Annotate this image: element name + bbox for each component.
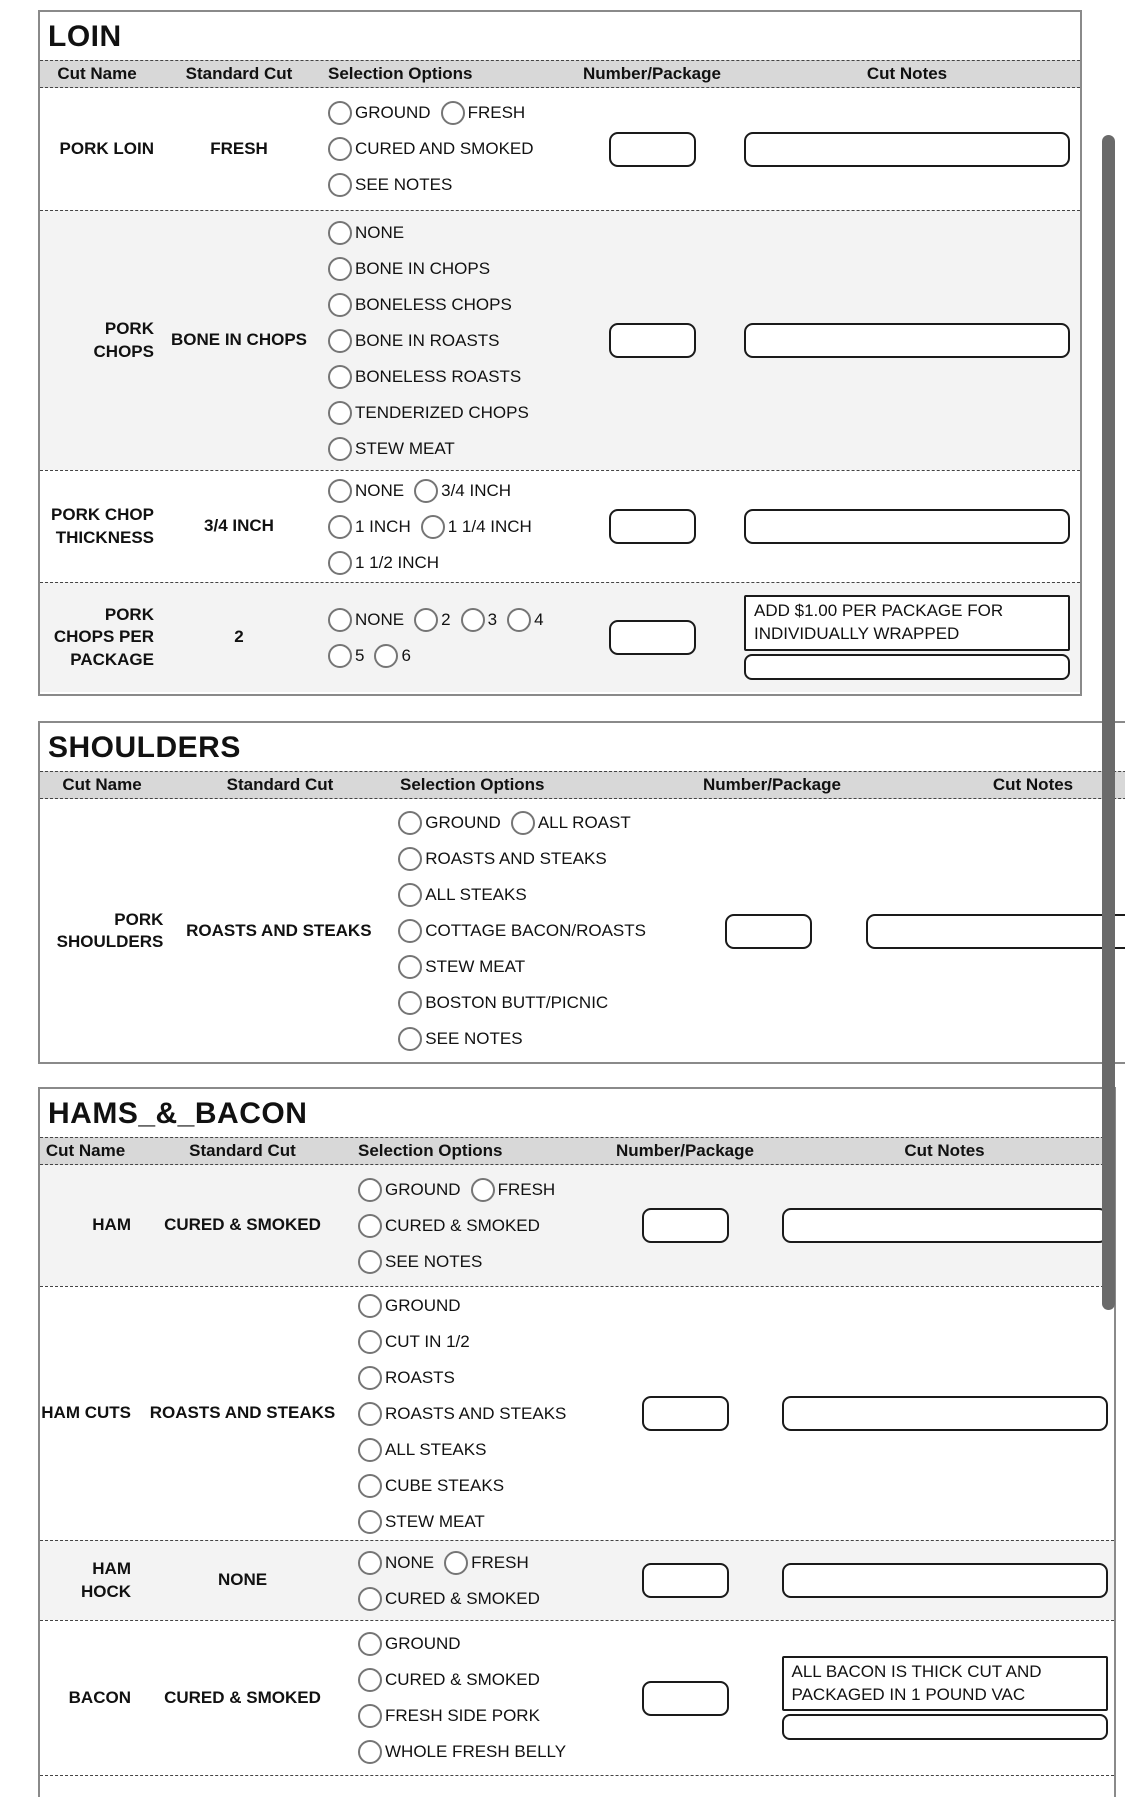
radio-option-label: 4 bbox=[534, 609, 544, 629]
radio-icon[interactable] bbox=[507, 608, 531, 632]
row-ham-cuts bbox=[40, 1286, 1114, 1540]
selection-options bbox=[358, 1626, 576, 1770]
cut-notes-input[interactable] bbox=[782, 1208, 1108, 1243]
standard-cut: FRESH bbox=[210, 138, 268, 158]
option-line bbox=[328, 359, 539, 395]
radio-option-label: BOSTON BUTT/PICNIC bbox=[425, 993, 609, 1012]
radio-option-label: STEW MEAT bbox=[385, 1511, 485, 1531]
header-standard-cut: Standard Cut bbox=[189, 1141, 296, 1160]
radio-option-label: GROUND bbox=[425, 813, 501, 832]
radio-icon[interactable] bbox=[398, 883, 422, 907]
option-line bbox=[358, 1324, 576, 1360]
cut-notes-text: ALL BACON IS THICK CUT AND PACKAGED IN 1 POUND VAC bbox=[782, 1656, 1108, 1712]
cut-notes-input[interactable] bbox=[744, 323, 1070, 358]
row-pork-loin bbox=[40, 88, 1080, 210]
radio-icon[interactable] bbox=[358, 1214, 382, 1238]
radio-option[interactable] bbox=[328, 437, 455, 461]
radio-option-label: 3 bbox=[487, 609, 498, 629]
cut-notes-input[interactable] bbox=[782, 1396, 1108, 1431]
radio-icon[interactable] bbox=[328, 221, 352, 245]
selection-options bbox=[328, 473, 542, 581]
radio-option-label: CURED AND SMOKED bbox=[355, 139, 534, 158]
radio-option[interactable] bbox=[421, 515, 532, 539]
cut-name: PORK SHOULDERS bbox=[56, 909, 164, 951]
option-line bbox=[398, 1021, 656, 1057]
option-line bbox=[358, 1734, 576, 1770]
radio-icon[interactable] bbox=[328, 329, 352, 353]
radio-icon[interactable] bbox=[461, 608, 485, 632]
option-line bbox=[328, 473, 542, 509]
radio-option[interactable] bbox=[398, 991, 608, 1015]
option-line bbox=[398, 805, 656, 841]
radio-icon[interactable] bbox=[328, 515, 352, 539]
radio-option[interactable] bbox=[511, 811, 631, 835]
radio-option[interactable] bbox=[414, 608, 450, 632]
radio-icon[interactable] bbox=[328, 608, 352, 632]
radio-option-label: FRESH bbox=[497, 1179, 556, 1199]
radio-option[interactable] bbox=[358, 1330, 470, 1354]
radio-option[interactable] bbox=[398, 847, 606, 871]
option-line bbox=[358, 1396, 576, 1432]
radio-option[interactable] bbox=[358, 1704, 540, 1728]
radio-option[interactable] bbox=[328, 365, 521, 389]
option-line bbox=[328, 395, 539, 431]
number-package-input[interactable] bbox=[725, 914, 812, 949]
radio-option-label: SEE NOTES bbox=[355, 175, 453, 194]
cut-name: HAM CUTS bbox=[41, 1403, 131, 1423]
radio-option-label: COTTAGE BACON/ROASTS bbox=[425, 921, 646, 940]
radio-icon[interactable] bbox=[414, 479, 438, 503]
radio-icon[interactable] bbox=[358, 1668, 382, 1692]
cut-name: HAM bbox=[92, 1215, 131, 1235]
header-selection-options: Selection Options bbox=[328, 64, 473, 83]
option-line bbox=[358, 1172, 565, 1208]
radio-icon[interactable] bbox=[358, 1402, 382, 1426]
radio-option[interactable] bbox=[358, 1250, 482, 1274]
table-header bbox=[40, 60, 1080, 88]
radio-option-label: ROASTS AND STEAKS bbox=[425, 849, 607, 868]
radio-option-label: CUBE STEAKS bbox=[385, 1475, 505, 1495]
radio-icon[interactable] bbox=[358, 1474, 382, 1498]
radio-option-label: STEW MEAT bbox=[355, 438, 455, 458]
header-selection-options: Selection Options bbox=[358, 1141, 503, 1160]
header-cut-name: Cut Name bbox=[45, 1141, 126, 1160]
radio-option-label: CURED & SMOKED bbox=[385, 1588, 540, 1608]
radio-option-label: NONE bbox=[355, 480, 405, 500]
cut-name: PORK CHOPS bbox=[93, 319, 154, 361]
option-line bbox=[398, 985, 656, 1021]
radio-option-label: NONE bbox=[355, 222, 405, 242]
radio-option[interactable] bbox=[358, 1474, 504, 1498]
number-package-input[interactable] bbox=[609, 323, 696, 358]
radio-option-label: ALL ROAST bbox=[537, 813, 631, 832]
radio-icon[interactable] bbox=[471, 1178, 495, 1202]
cut-notes-input[interactable] bbox=[744, 132, 1070, 167]
radio-option[interactable] bbox=[358, 1366, 455, 1390]
header-standard-cut: Standard Cut bbox=[185, 64, 293, 83]
header-number-package: Number/Package bbox=[703, 775, 841, 794]
cut-notes-input[interactable] bbox=[744, 654, 1070, 680]
row-pork-shoulders bbox=[40, 799, 1125, 1063]
radio-option-label: 2 bbox=[441, 609, 451, 629]
radio-icon[interactable] bbox=[511, 811, 535, 835]
radio-option[interactable] bbox=[358, 1740, 566, 1764]
radio-icon[interactable] bbox=[328, 293, 352, 317]
radio-option-label: GROUND bbox=[385, 1295, 461, 1315]
radio-option-label: NONE bbox=[355, 609, 405, 629]
radio-icon[interactable] bbox=[358, 1704, 382, 1728]
standard-cut: BONE IN CHOPS bbox=[170, 330, 308, 350]
radio-icon[interactable] bbox=[328, 401, 352, 425]
radio-icon[interactable] bbox=[358, 1587, 382, 1611]
radio-option-label: 5 bbox=[355, 645, 365, 665]
radio-icon[interactable] bbox=[358, 1740, 382, 1764]
standard-cut: CURED & SMOKED bbox=[164, 1687, 321, 1707]
radio-option-label: 3/4 INCH bbox=[441, 480, 512, 500]
option-line bbox=[398, 949, 656, 985]
option-line bbox=[328, 251, 539, 287]
standard-cut: 2 bbox=[234, 627, 244, 647]
radio-icon[interactable] bbox=[398, 1027, 422, 1051]
radio-option-label: ALL STEAKS bbox=[385, 1439, 487, 1459]
radio-icon[interactable] bbox=[421, 515, 445, 539]
option-line bbox=[358, 1504, 576, 1540]
radio-option-label: 6 bbox=[401, 645, 411, 665]
section-title: HAMS_&_BACON bbox=[48, 1097, 308, 1130]
option-line bbox=[328, 287, 539, 323]
radio-option[interactable] bbox=[374, 644, 410, 668]
option-line bbox=[398, 877, 656, 913]
standard-cut: CURED & SMOKED bbox=[164, 1215, 321, 1235]
radio-option[interactable] bbox=[328, 173, 452, 197]
radio-icon[interactable] bbox=[328, 365, 352, 389]
radio-icon[interactable] bbox=[374, 644, 398, 668]
cut-name: PORK CHOP THICKNESS bbox=[51, 505, 154, 547]
selection-options bbox=[358, 1545, 550, 1617]
section-title: LOIN bbox=[48, 20, 122, 53]
radio-option[interactable] bbox=[328, 137, 534, 161]
row-pork-chop-thickness bbox=[40, 470, 1080, 582]
radio-option[interactable] bbox=[328, 551, 439, 575]
scrollbar-thumb[interactable] bbox=[1102, 135, 1115, 1310]
radio-option[interactable] bbox=[358, 1402, 566, 1426]
header-standard-cut: Standard Cut bbox=[226, 775, 334, 794]
option-line bbox=[358, 1698, 576, 1734]
radio-option[interactable] bbox=[328, 479, 404, 503]
radio-option[interactable] bbox=[444, 1551, 529, 1575]
radio-option[interactable] bbox=[328, 644, 364, 668]
section-hams-bacon bbox=[38, 1087, 1116, 1797]
radio-option-label: BONE IN CHOPS bbox=[355, 258, 491, 278]
radio-option[interactable] bbox=[358, 1214, 540, 1238]
radio-option-label: SEE NOTES bbox=[385, 1251, 483, 1271]
header-cut-notes: Cut Notes bbox=[904, 1141, 985, 1160]
standard-cut: NONE bbox=[217, 1570, 268, 1590]
radio-icon[interactable] bbox=[328, 101, 352, 125]
radio-option[interactable] bbox=[358, 1510, 485, 1534]
radio-option[interactable] bbox=[358, 1294, 461, 1318]
section-shoulders bbox=[38, 721, 1125, 1064]
header-cut-notes: Cut Notes bbox=[992, 775, 1074, 794]
radio-option-label: BONELESS ROASTS bbox=[355, 366, 522, 386]
radio-option[interactable] bbox=[414, 479, 511, 503]
header-selection-options: Selection Options bbox=[400, 775, 545, 794]
radio-option-label: ALL STEAKS bbox=[425, 885, 527, 904]
header-number-package: Number/Package bbox=[616, 1141, 754, 1160]
radio-option[interactable] bbox=[358, 1632, 461, 1656]
option-line bbox=[328, 323, 539, 359]
radio-option[interactable] bbox=[328, 515, 411, 539]
number-package-input[interactable] bbox=[642, 1563, 729, 1598]
radio-icon[interactable] bbox=[358, 1632, 382, 1656]
radio-icon[interactable] bbox=[328, 479, 352, 503]
radio-option[interactable] bbox=[328, 101, 431, 125]
radio-icon[interactable] bbox=[358, 1178, 382, 1202]
radio-icon[interactable] bbox=[328, 173, 352, 197]
selection-options bbox=[328, 215, 539, 467]
radio-option[interactable] bbox=[328, 293, 512, 317]
option-line bbox=[358, 1208, 565, 1244]
radio-icon[interactable] bbox=[358, 1294, 382, 1318]
radio-option-label: 1 INCH bbox=[355, 516, 411, 536]
radio-option[interactable] bbox=[398, 811, 501, 835]
radio-icon[interactable] bbox=[398, 811, 422, 835]
radio-option[interactable] bbox=[398, 1027, 522, 1051]
section-loin bbox=[38, 10, 1082, 696]
radio-option[interactable] bbox=[358, 1551, 434, 1575]
row-ham bbox=[40, 1165, 1114, 1286]
number-package-input[interactable] bbox=[609, 509, 696, 544]
cut-notes-input[interactable] bbox=[782, 1563, 1108, 1598]
radio-icon[interactable] bbox=[328, 644, 352, 668]
row-bacon bbox=[40, 1620, 1114, 1776]
radio-icon[interactable] bbox=[358, 1551, 382, 1575]
radio-icon[interactable] bbox=[414, 608, 438, 632]
radio-option[interactable] bbox=[461, 608, 497, 632]
radio-option-label: BONELESS CHOPS bbox=[355, 294, 512, 314]
radio-icon[interactable] bbox=[358, 1438, 382, 1462]
radio-option[interactable] bbox=[358, 1438, 486, 1462]
radio-option-label: CURED & SMOKED bbox=[385, 1215, 540, 1235]
selection-options bbox=[328, 602, 554, 674]
table-header bbox=[40, 771, 1125, 799]
radio-option[interactable] bbox=[358, 1587, 540, 1611]
cut-name: PORK CHOPS PER PACKAGE bbox=[53, 605, 154, 669]
header-cut-notes: Cut Notes bbox=[866, 64, 948, 83]
selection-options bbox=[328, 95, 544, 203]
radio-option[interactable] bbox=[358, 1668, 540, 1692]
header-cut-name: Cut Name bbox=[57, 64, 137, 83]
option-line bbox=[358, 1468, 576, 1504]
selection-options bbox=[358, 1172, 565, 1280]
radio-option-label: ROASTS bbox=[385, 1367, 455, 1387]
option-line bbox=[358, 1626, 576, 1662]
radio-option-label: STEW MEAT bbox=[425, 957, 526, 976]
option-line bbox=[328, 638, 554, 674]
standard-cut: ROASTS AND STEAKS bbox=[149, 1403, 336, 1423]
radio-option-label: FRESH bbox=[467, 103, 526, 122]
option-line bbox=[328, 509, 542, 545]
cut-notes-input[interactable] bbox=[782, 1714, 1108, 1740]
selection-options bbox=[358, 1288, 576, 1540]
radio-option-label: CUT IN 1/2 bbox=[385, 1331, 470, 1351]
radio-option[interactable] bbox=[328, 257, 490, 281]
option-line bbox=[328, 545, 542, 581]
radio-option-label: TENDERIZED CHOPS bbox=[355, 402, 529, 422]
cut-notes-text: ADD $1.00 PER PACKAGE FOR INDIVIDUALLY WRAPPED bbox=[744, 595, 1070, 651]
radio-option[interactable] bbox=[328, 401, 529, 425]
radio-icon[interactable] bbox=[328, 257, 352, 281]
radio-icon[interactable] bbox=[398, 847, 422, 871]
radio-option[interactable] bbox=[441, 101, 526, 125]
radio-icon[interactable] bbox=[328, 437, 352, 461]
standard-cut: ROASTS AND STEAKS bbox=[186, 920, 372, 940]
header-number-package: Number/Package bbox=[583, 64, 721, 83]
row-ham-hock bbox=[40, 1540, 1114, 1620]
radio-option[interactable] bbox=[358, 1178, 461, 1202]
radio-option[interactable] bbox=[328, 221, 404, 245]
number-package-input[interactable] bbox=[642, 1396, 729, 1431]
radio-icon[interactable] bbox=[444, 1551, 468, 1575]
table-header bbox=[40, 1137, 1114, 1165]
radio-option-label: CURED & SMOKED bbox=[385, 1670, 540, 1689]
option-line bbox=[328, 167, 544, 203]
radio-icon[interactable] bbox=[358, 1250, 382, 1274]
number-package-input[interactable] bbox=[642, 1208, 729, 1243]
radio-option[interactable] bbox=[328, 608, 404, 632]
radio-icon[interactable] bbox=[328, 551, 352, 575]
option-line bbox=[358, 1545, 550, 1581]
radio-option-label: WHOLE FRESH BELLY bbox=[385, 1742, 567, 1761]
option-line bbox=[358, 1432, 576, 1468]
radio-option-label: GROUND bbox=[355, 103, 431, 122]
radio-option[interactable] bbox=[398, 955, 525, 979]
cut-name: BACON bbox=[68, 1687, 131, 1707]
radio-option-label: FRESH bbox=[471, 1552, 529, 1572]
option-line bbox=[328, 131, 544, 167]
row-pork-chops-per-package bbox=[40, 582, 1080, 692]
cut-name: PORK LOIN bbox=[59, 138, 154, 158]
option-line bbox=[358, 1662, 576, 1698]
cut-name: HAM HOCK bbox=[80, 1559, 131, 1601]
number-package-input[interactable] bbox=[609, 620, 696, 655]
option-line bbox=[328, 95, 544, 131]
option-line bbox=[358, 1288, 576, 1324]
radio-option-label: FRESH SIDE PORK bbox=[385, 1706, 540, 1725]
radio-option-label: GROUND bbox=[385, 1634, 461, 1653]
option-line bbox=[328, 215, 539, 251]
radio-option[interactable] bbox=[328, 329, 500, 353]
radio-icon[interactable] bbox=[398, 919, 422, 943]
header-cut-name: Cut Name bbox=[62, 775, 142, 794]
radio-option-label: GROUND bbox=[385, 1179, 461, 1199]
radio-option[interactable] bbox=[398, 883, 526, 907]
cut-notes-input[interactable] bbox=[866, 914, 1125, 949]
option-line bbox=[358, 1360, 576, 1396]
radio-option[interactable] bbox=[507, 608, 543, 632]
radio-icon[interactable] bbox=[398, 991, 422, 1015]
option-line bbox=[328, 602, 554, 638]
radio-option-label: BONE IN ROASTS bbox=[355, 330, 500, 350]
radio-icon[interactable] bbox=[358, 1366, 382, 1390]
radio-icon[interactable] bbox=[328, 137, 352, 161]
option-line bbox=[358, 1244, 565, 1280]
radio-option[interactable] bbox=[471, 1178, 556, 1202]
radio-option-label: NONE bbox=[385, 1552, 435, 1572]
standard-cut: 3/4 INCH bbox=[204, 516, 274, 536]
section-title: SHOULDERS bbox=[48, 731, 241, 764]
option-line bbox=[358, 1581, 550, 1617]
option-line bbox=[398, 841, 656, 877]
radio-option-label: ROASTS AND STEAKS bbox=[385, 1403, 567, 1423]
cut-notes-input[interactable] bbox=[744, 509, 1070, 544]
row-pork-chops bbox=[40, 210, 1080, 470]
radio-option[interactable] bbox=[398, 919, 646, 943]
number-package-input[interactable] bbox=[642, 1681, 729, 1716]
selection-options bbox=[398, 805, 656, 1057]
radio-icon[interactable] bbox=[358, 1510, 382, 1534]
option-line bbox=[328, 431, 539, 467]
radio-icon[interactable] bbox=[358, 1330, 382, 1354]
radio-option-label: 1 1/4 INCH bbox=[447, 516, 532, 536]
radio-option-label: 1 1/2 INCH bbox=[355, 552, 440, 572]
option-line bbox=[398, 913, 656, 949]
radio-icon[interactable] bbox=[441, 101, 465, 125]
radio-icon[interactable] bbox=[398, 955, 422, 979]
number-package-input[interactable] bbox=[609, 132, 696, 167]
radio-option-label: SEE NOTES bbox=[425, 1029, 523, 1048]
